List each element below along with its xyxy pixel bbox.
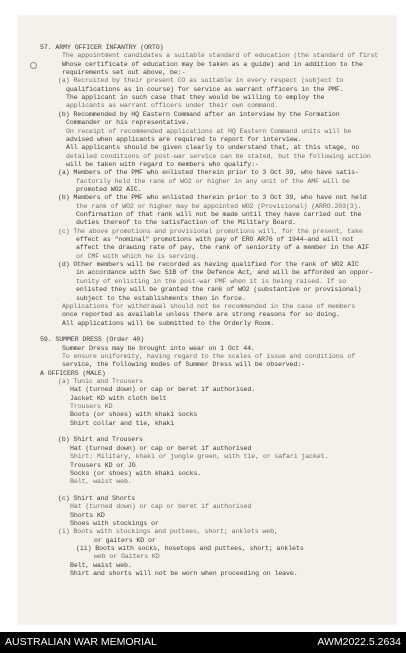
document-line: requirements set out above, be:-: [62, 69, 186, 77]
document-line: Belt, waist web.: [70, 478, 132, 486]
document-line: Socks (or shoes) with khaki socks.: [70, 469, 202, 477]
document-line: The appointment candidates a suitable standard of education (the standard of first: [62, 52, 379, 60]
document-line: Trousers KD: [70, 403, 113, 411]
document-line: affect the drawing rate of pay, the rank of seniority of a member in the AIF: [76, 244, 370, 252]
document-line: Confirmation of that rank will not be made until they have carried out the: [76, 211, 362, 218]
document-line: (b) Recommended by HQ Eastern Command after an interview by the Formation: [58, 110, 340, 118]
document-line: service, the following modes of Summer Dress will be observed:-: [62, 361, 305, 369]
document-line: (a) Tunic and Trousers: [58, 378, 143, 385]
document-line: Shorts KD: [70, 511, 105, 519]
document-line: (a) Recruited by their present CO as suitable in every respect (subject to: [58, 77, 344, 85]
document-line: Commander or his representative.: [66, 119, 190, 127]
document-line: tunity of enlisting in the post-war PMF when it is being raised. If so: [76, 277, 346, 285]
document-line: will be taken with regard to members who qualify:-: [66, 160, 259, 168]
document-line: Hat (turned down) or cap or beret if authorised: [70, 444, 252, 452]
document-line: Whose certificate of education may be taken as a guide) and in addition to the: [62, 60, 363, 68]
document-line: Shirt: Military, khaki or jungle green, with tie, or safari jacket.: [70, 453, 329, 461]
document-line: To ensure uniformity, having regard to the scales of issue and conditions of: [62, 352, 356, 360]
document-line: once reported as available unless there are strong reasons for so doing.: [62, 311, 340, 319]
document-line: detailed conditions of post-war service can be stated, but the following action: [66, 152, 371, 160]
document-line: the rank of WO2 or higher may be appointed WO2 (Provisional) (ARRO.203(3).: [76, 202, 362, 210]
document-line: or gaiters KD or: [94, 536, 156, 544]
document-line: (b) Members of the PMF who enlisted therein prior to 3 Oct 39, who have not held: [58, 194, 367, 202]
document-line: or CMF with which he is serving.: [76, 252, 200, 260]
document-line: enlisted they will be granted the rank of WO2 (substantive or provisional): [76, 286, 362, 294]
document-line: 59. SUMMER DRESS (Order 40): [40, 336, 145, 344]
document-line: advised when applicants are required to report for interview.: [66, 135, 302, 143]
document-line: applicants as warrant officers under their own command.: [66, 102, 279, 110]
document-line: (b) Shirt and Trousers: [58, 436, 143, 444]
document-line: Jacket KD with cloth belt: [70, 394, 167, 402]
document-line: (a) Members of the PMF who enlisted therein prior to 3 Oct 39, who have satis-: [58, 169, 359, 177]
document-line: qualifications as in course) for service as warrant officers in the PMF.: [66, 85, 344, 93]
document-line: (d) Other members will be recorded as having qualified for the rank of WO2 AIC: [58, 261, 359, 269]
document-line: web or Gaiters KD: [94, 553, 160, 561]
document-line: (i) Boots with stockings and puttees, short; anklets web,: [58, 528, 278, 536]
document-line: Hat (turned down) or cap or beret if authorised: [70, 503, 252, 511]
document-line: (c) The above promotions and provisional promotions will, for the present, take: [58, 227, 363, 235]
document-line: (c) Shirt and Shorts: [58, 494, 136, 502]
document-line: in accordance with Sec 51B of the Defence Act, and will be afforded an oppor-: [76, 269, 373, 277]
document-line: Hat (turned down) or cap or beret if authorised.: [70, 386, 256, 394]
document-line: effect as "nominal" promotions with pay of ERO AR76 of 1944-and will not: [76, 236, 354, 244]
document-line: 57. ARMY OFFICER INFANTRY (ORTO): [40, 44, 164, 51]
document-line: Shoes with stockings or: [70, 519, 159, 527]
document-line: (ii) Boots with socks, hosetops and puttees, short; anklets: [76, 545, 304, 552]
document-line: Belt, waist web.: [70, 561, 132, 569]
punch-hole: [30, 62, 37, 69]
document-page: [18, 16, 396, 624]
document-line: All applicants should be given clearly to understand that, at this stage, no: [66, 144, 360, 152]
caption-bar: [0, 632, 406, 653]
document-line: Summer Dress may be brought into wear on 1 Oct 44.: [62, 344, 255, 352]
document-line: Shirt and shorts will not be worn when proceeding on leave.: [70, 570, 298, 578]
document-line: promoted WO2 AIC.: [76, 185, 142, 193]
document-line: Applications for withdrawal should not be recommended in the case of members: [62, 302, 356, 310]
document-line: Shirt collar and tie, khaki: [70, 419, 175, 427]
document-line: All applications will be submitted to the Orderly Room.: [62, 319, 275, 327]
document-line: factorily held the rank of WO2 or higher in any unit of the AMF will be: [76, 177, 350, 185]
document-line: A OFFICERS (MALE): [40, 369, 106, 377]
document-line: Trousers KD or JG: [70, 461, 136, 469]
accession-number: AWM2022.5.2634: [317, 636, 401, 648]
document-line: The applicant in such case that they would be willing to employ the: [66, 94, 325, 102]
document-line: Boots (or shoes) with khaki socks: [70, 411, 198, 419]
document-line: duties thereof to the satisfaction of the Military Board.: [76, 219, 296, 227]
document-line: subject to the establishments then in force.: [76, 294, 246, 302]
document-line: On receipt of recommended applications at HQ Eastern Command units will be: [66, 127, 352, 135]
institution-label: AUSTRALIAN WAR MEMORIAL: [5, 636, 157, 648]
